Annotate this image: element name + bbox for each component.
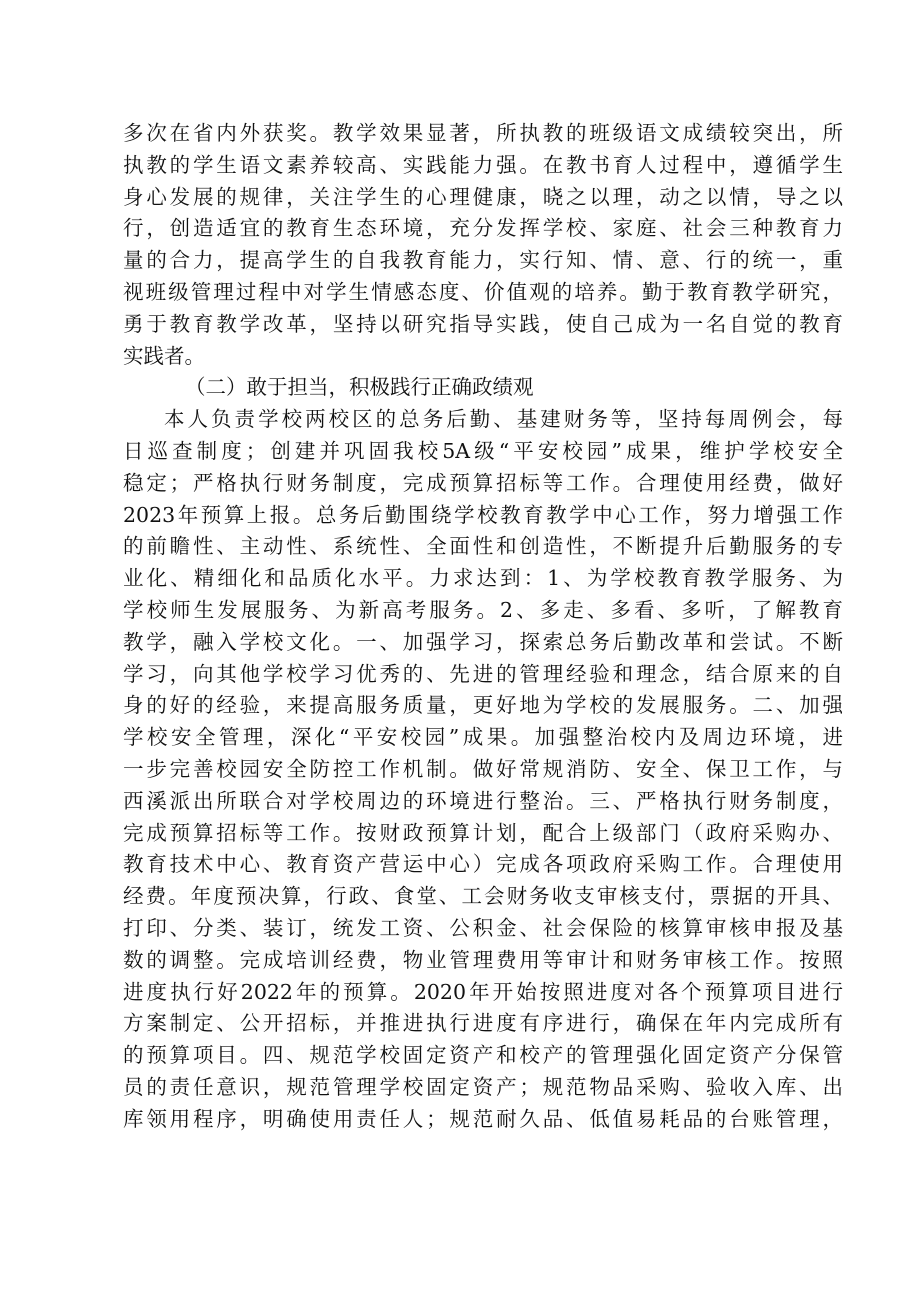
text-line: 打印、分类、装订，统发工资、公积金、社会保险的核算审核申报及基 — [123, 915, 843, 940]
text-line: 教学，融入学校文化。一、加强学习，探索总务后勤改革和尝试。不断 — [123, 629, 843, 654]
text-line: 勇于教育教学改革，坚持以研究指导实践，使自己成为一名自觉的教育 — [123, 311, 843, 336]
text-line: 身的好的经验，来提高服务质量，更好地为学校的发展服务。二、加强 — [123, 693, 843, 718]
text-line: 实践者。 — [123, 343, 205, 368]
text-line: 进度执行好2022年的预算。2020年开始按照进度对各个预算项目进行 — [123, 979, 843, 1004]
text-line: 稳定；严格执行财务制度，完成预算招标等工作。合理使用经费，做好 — [123, 470, 843, 495]
text-line: 学校师生发展服务、为新高考服务。2、多走、多看、多听，了解教育 — [123, 597, 843, 622]
text-line: 一步完善校园安全防控工作机制。做好常规消防、安全、保卫工作，与 — [123, 756, 843, 781]
text-line: 的前瞻性、主动性、系统性、全面性和创造性，不断提升后勤服务的专 — [123, 534, 843, 559]
text-line: 库领用程序，明确使用责任人；规范耐久品、低值易耗品的台账管理， — [123, 1106, 843, 1131]
text-line: 西溪派出所联合对学校周边的环境进行整治。三、严格执行财务制度， — [123, 788, 843, 813]
text-line: 量的合力，提高学生的自我教育能力，实行知、情、意、行的统一，重 — [123, 248, 843, 273]
text-line: 学校安全管理，深化“平安校园”成果。加强整治校内及周边环境，进 — [123, 725, 843, 750]
section-heading: （二）敢于担当，积极践行正确政绩观 — [185, 375, 534, 400]
text-line: 学习，向其他学校学习优秀的、先进的管理经验和理念，结合原来的自 — [123, 661, 843, 686]
text-line: 经费。年度预决算，行政、食堂、工会财务收支审核支付，票据的开具、 — [123, 884, 843, 909]
text-line: 业化、精细化和品质化水平。力求达到：1、为学校教育教学服务、为 — [123, 566, 843, 591]
text-line: 本人负责学校两校区的总务后勤、基建财务等，坚持每周例会，每 — [164, 407, 843, 432]
text-line: 员的责任意识，规范管理学校固定资产；规范物品采购、验收入库、出 — [123, 1074, 843, 1099]
document-body — [123, 118, 843, 1136]
text-line: 数的调整。完成培训经费，物业管理费用等审计和财务审核工作。按照 — [123, 947, 843, 972]
paragraph-2 — [123, 404, 843, 1135]
text-line: 教育技术中心、教育资产营运中心）完成各项政府采购工作。合理使用 — [123, 852, 843, 877]
text-line: 方案制定、公开招标，并推进执行进度有序进行，确保在年内完成所有 — [123, 1011, 843, 1036]
text-line: 2023年预算上报。总务后勤围绕学校教育教学中心工作，努力增强工作 — [123, 502, 843, 527]
paragraph-1 — [123, 118, 843, 372]
text-line: 的预算项目。四、规范学校固定资产和校产的管理强化固定资产分保管 — [123, 1043, 843, 1068]
text-line: 身心发展的规律，关注学生的心理健康，晓之以理，动之以情，导之以 — [123, 184, 843, 209]
text-line: 行，创造适宜的教育生态环境，充分发挥学校、家庭、社会三种教育力 — [123, 216, 843, 241]
text-line: 视班级管理过程中对学生情感态度、价值观的培养。勤于教育教学研究， — [123, 279, 843, 304]
text-line: 执教的学生语文素养较高、实践能力强。在教书育人过程中，遵循学生 — [123, 152, 843, 177]
text-line: 日巡查制度；创建并巩固我校5A级“平安校园”成果，维护学校安全 — [123, 438, 843, 463]
text-line: 完成预算招标等工作。按财政预算计划，配合上级部门（政府采购办、 — [123, 820, 843, 845]
text-line: 多次在省内外获奖。教学效果显著，所执教的班级语文成绩较突出，所 — [123, 121, 843, 145]
